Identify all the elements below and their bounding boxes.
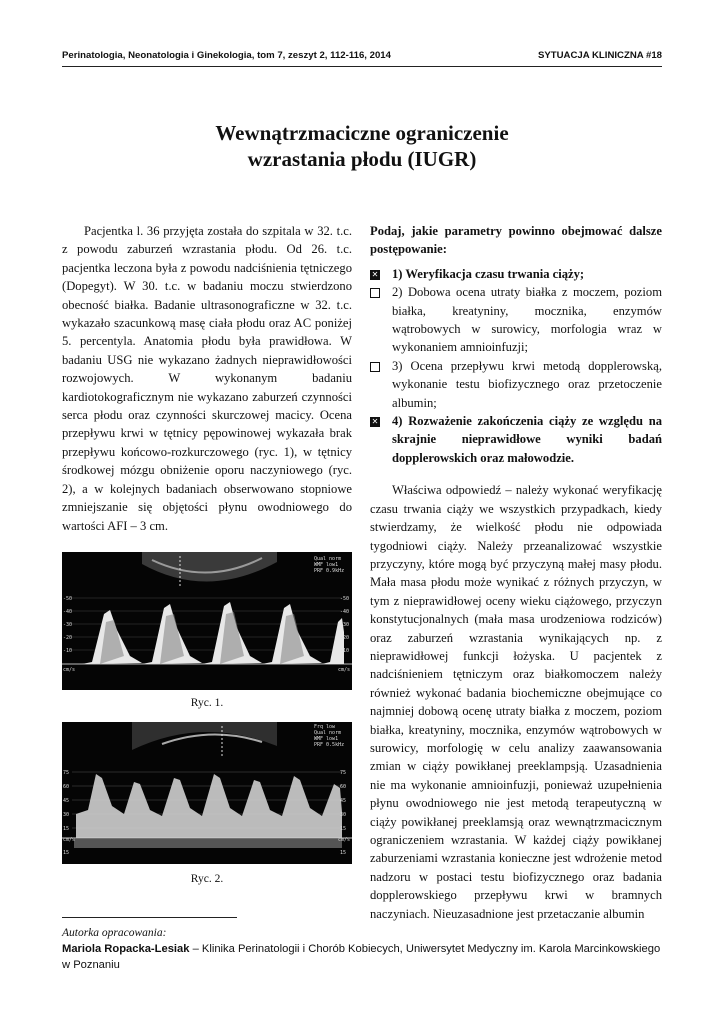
overlay-text: PRF 0.9kHz xyxy=(314,568,345,574)
case-description: Pacjentka l. 36 przyjęta została do szpitala w 32. t.c. z powodu zaburzeń wzrastania płodu. Od 26. t.c. pacjentka leczona była z powodu nadciśnienia tętniczego (Dopegyt). W 30. t.c. w badaniu moczu stwierdzono obecność białka. Badanie ultrasonograficzne w 32. t.c. wykazało szacunkową masę ciała płodu oraz AC poniżej 5. percentyla. Anatomia płodu była prawidłowa. W badaniu USG nie wykazano żadnych nieprawidłowości rozwojowych. W wykonanym badaniu kardiotokograficznym nie wykazano zaburzeń czynności serca płodu oraz czynności skurczowej macicy. Ocena przepływu krwi w tętnicy pępowinowej wykazała brak przepływu końcowo-rozkurczowego (ryc. 1), w tętnicy środkowej mózgu obniżenie oporu naczyniowego (ryc. 2), a w kolejnych badaniach obserwowano stopniowe zmniejszanie się objętości płynu owodniowego do wartości AFI – 3 cm. xyxy=(62,224,352,533)
author-line xyxy=(62,941,662,973)
author-label: Autorka opracowania: xyxy=(62,927,167,939)
tick-label: cm/s xyxy=(63,667,76,673)
tick-label: 75 xyxy=(340,770,347,776)
tick-label: -30 xyxy=(63,622,73,628)
answer-option[interactable] xyxy=(370,265,662,283)
figure-1-caption: Ryc. 1. xyxy=(190,697,224,709)
checkbox-icon[interactable] xyxy=(370,288,380,298)
checkbox-icon[interactable] xyxy=(370,362,380,372)
author-affiliation: – Klinika Perinatologii i Chorób Kobiecych, Uniwersytet Medyczny im. Karola Marcinkowskiego w Poznaniu xyxy=(62,943,661,971)
tick-label: -10 xyxy=(340,648,350,654)
overlay-text: WMF low1 xyxy=(314,736,339,742)
title-line-2: wzrastania płodu (IUGR) xyxy=(247,147,477,171)
tick-label: 15 xyxy=(63,850,70,856)
tick-label: -40 xyxy=(63,609,73,615)
tick-label: -50 xyxy=(63,596,73,602)
answer-option-text: 1) Weryfikacja czasu trwania ciąży; xyxy=(392,266,585,281)
answer-option-text: 4) Rozważenie zakończenia ciąży ze względu na skrajnie nieprawidłowe wyniki badań dopplerowskich oraz małowodzie. xyxy=(392,414,662,465)
tick-label: 30 xyxy=(340,812,347,818)
overlay-text: PRF 0.5kHz xyxy=(314,742,345,748)
answer-option-text: 3) Ocena przepływu krwi metodą dopplerowską, wykonanie testu biofizycznego oraz przetoczenie albumin; xyxy=(392,358,662,410)
overlay-text: Frq low xyxy=(314,724,336,730)
doppler-image-2 xyxy=(62,722,352,864)
checked-checkbox-icon[interactable]: ✕ xyxy=(371,417,379,427)
answer-option[interactable] xyxy=(370,283,662,357)
tick-label: -30 xyxy=(340,622,350,628)
answer-option[interactable] xyxy=(370,412,662,467)
tick-label: 60 xyxy=(340,784,347,790)
running-header xyxy=(62,42,662,67)
title-line-1: Wewnątrzmaciczne ograniczenie xyxy=(215,121,509,145)
doppler-image-1 xyxy=(62,552,352,690)
figure-2-caption: Ryc. 2. xyxy=(190,873,224,885)
tick-label: cm/s xyxy=(338,837,351,843)
article-title xyxy=(62,120,662,172)
question-column xyxy=(370,222,662,923)
answer-options xyxy=(370,265,662,467)
checked-checkbox-icon[interactable]: ✕ xyxy=(371,269,379,279)
footnote-divider xyxy=(62,917,237,918)
figure-2-doppler-mca xyxy=(62,722,352,864)
overlay-text: Qual norm xyxy=(314,730,342,736)
tick-label: -20 xyxy=(340,635,350,641)
tick-label: cm/s xyxy=(63,837,76,843)
tick-label: 15 xyxy=(63,826,70,832)
overlay-text: Qual norm xyxy=(314,556,342,562)
author-footnote xyxy=(62,925,662,973)
figure-1-doppler-umbilical xyxy=(62,552,352,690)
tick-label: 45 xyxy=(340,798,347,804)
tick-label: 75 xyxy=(63,770,70,776)
question-prompt: Podaj, jakie parametry powinno obejmować dalsze postępowanie: xyxy=(370,224,662,257)
tick-label: -50 xyxy=(340,596,350,602)
answer-option-text: 2) Dobowa ocena utraty białka z moczem, poziom białka, kreatyniny, mocznika, enzymów wątrobowych w surowicy, morfologia wraz w wykonaniem amnioinfuzji; xyxy=(392,285,662,355)
overlay-text: WMF low1 xyxy=(314,562,339,568)
tick-label: 15 xyxy=(340,850,347,856)
answer-explanation: Właściwa odpowiedź – należy wykonać weryfikację czasu trwania ciąży we wszystkich przypadkach, kiedy stwierdzamy, że wielkość płodu nie odpowiada tygodniowi ciąży. Należy przeanalizować wszystkie przyczyny, które mogą być przyczyną małej masy płodu. Mała masa płodu może wynikać z różnych przyczyn, w tym z nieprawidłowej oceny wieku ciążowego, przyczyn konstytucjonalnych (mała masa urodzeniowa rodziców) oraz zaburzeń wzrastania wynikających np. z nieprawidłowej funkcji łożyska. U pacjentek z nadciśnieniem tętniczym oraz białkomoczem należy również wykonać badania biochemiczne obejmujące co najmniej dobową ocenę utraty białka z moczem, poziom białka, kreatyniny, mocznika, enzymów wątrobowych w surowicy, morfologię w celu analizy zaawansowania zmian w ciąży powikłanej preeklampsją. Uzasadnienia nie ma wykonanie amnioinfuzji, ponieważ uzupełnienia płynu owodniowego nie jest metodą terapeutyczną w ciąży powikłanej preeklamsją oraz wewnątrzmacicznym ograniczeniem wzrastania. W każdej ciąży powikłanej zaburzeniami wzrastania konieczne jest wdrożenie metod nadzoru w postaci testu biofizycznego oraz badania dopplerowskiego przepływu krwi w bramnych naczyniach. Nieuzasadnione jest przetaczanie albumin xyxy=(370,483,662,921)
case-description-column xyxy=(62,222,352,535)
author-name: Mariola Ropacka-Lesiak xyxy=(62,943,190,955)
answer-option[interactable] xyxy=(370,357,662,412)
tick-label: 15 xyxy=(340,826,347,832)
tick-label: -20 xyxy=(63,635,73,641)
tick-label: 60 xyxy=(63,784,70,790)
tick-label: 45 xyxy=(63,798,70,804)
section-label: SYTUACJA KLINICZNA #18 xyxy=(537,50,662,61)
journal-citation: Perinatologia, Neonatologia i Ginekologia, tom 7, zeszyt 2, 112-116, 2014 xyxy=(62,50,391,61)
tick-label: -10 xyxy=(63,648,73,654)
tick-label: cm/s xyxy=(338,667,351,673)
tick-label: 30 xyxy=(63,812,70,818)
tick-label: -40 xyxy=(340,609,350,615)
